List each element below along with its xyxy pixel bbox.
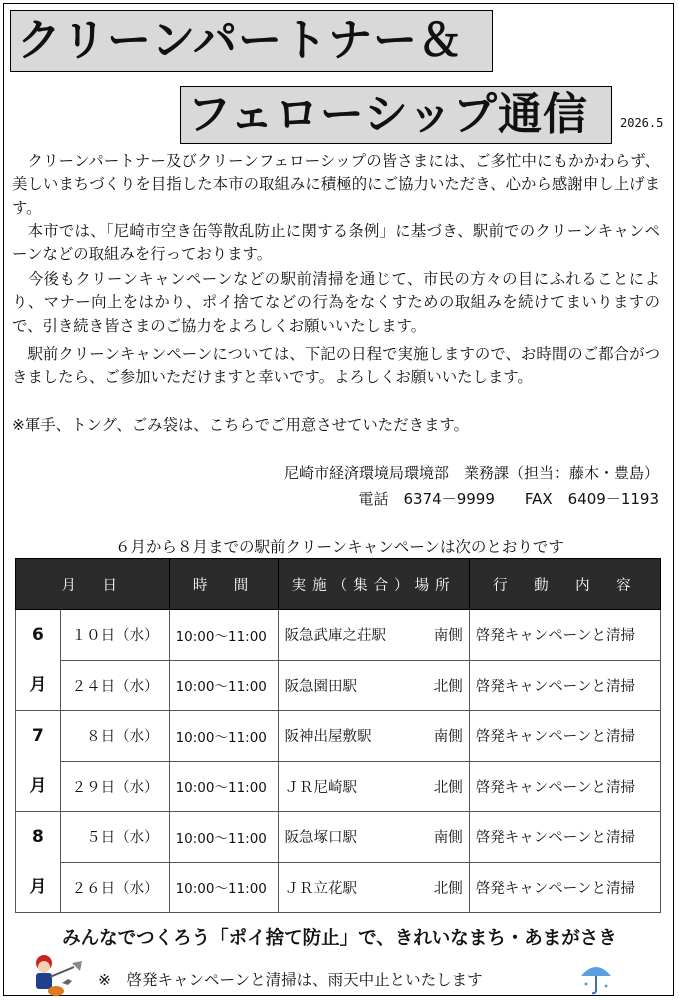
table-row	[16, 812, 661, 863]
station-name: 阪急武庫之荘駅	[284, 628, 387, 645]
month-number: 6	[32, 625, 44, 645]
title-line-2: フェローシップ通信	[180, 86, 612, 144]
table-row	[16, 610, 661, 661]
schedule-table	[15, 558, 661, 913]
month-suffix: 月	[29, 776, 47, 796]
table-row	[16, 862, 661, 913]
month-number: 7	[32, 726, 44, 746]
month-cell-july	[16, 711, 61, 812]
cleanup-mascot-icon	[30, 953, 92, 997]
action-cell: 啓発キャンペーンと清掃	[469, 812, 660, 863]
day-cell: ２６日（水）	[60, 862, 169, 913]
action-cell: 啓発キャンペーンと清掃	[469, 660, 660, 711]
header-date: 月 日	[16, 559, 170, 610]
place-cell	[278, 711, 469, 762]
paragraph-supplies-note: ※軍手、トング、ごみ袋は、こちらでご用意させていただきます。	[12, 416, 469, 434]
day-cell: ８日（水）	[60, 711, 169, 762]
station-side: 北側	[433, 678, 463, 695]
schedule-caption: ６月から８月までの駅前クリーンキャンペーンは次のとおりです	[115, 538, 564, 556]
rain-cancel-notice: ※ 啓発キャンペーンと清掃は、雨天中止といたします	[98, 971, 483, 989]
day-cell: ５日（水）	[60, 812, 169, 863]
slogan: みんなでつくろう「ポイ捨て防止」で、きれいなまち・あまがさき	[62, 928, 617, 949]
time-cell: 10:00～11:00	[169, 610, 278, 661]
paragraph-schedule-intro: 駅前クリーンキャンペーンについては、下記の日程で実施しますので、お時間のご都合がつきましたら、ご参加いただけますと幸いです。よろしくお願いいたします。	[12, 345, 660, 387]
header-time: 時 間	[169, 559, 278, 610]
table-row	[16, 711, 661, 762]
header-place: 実施（集合）場所	[278, 559, 469, 610]
table-row	[16, 761, 661, 812]
action-cell: 啓発キャンペーンと清掃	[469, 761, 660, 812]
month-cell-august	[16, 812, 61, 913]
issue-date: 2026.5	[620, 116, 664, 130]
station-side: 南側	[433, 729, 463, 746]
title-line-1: クリーンパートナー＆	[10, 10, 493, 72]
paragraph-greeting: クリーンパートナー及びクリーンフェローシップの皆さまには、ご多忙中にもかかわらず、美しいまちづくりを目指した本市の取組みに積極的にご協力いただき、心から感謝申し上げます。	[12, 152, 660, 217]
month-number: 8	[32, 827, 44, 847]
day-cell: １０日（水）	[60, 610, 169, 661]
station-name: 阪神出屋敷駅	[284, 729, 372, 746]
month-suffix: 月	[29, 877, 47, 897]
station-side: 北側	[433, 880, 463, 897]
time-cell: 10:00～11:00	[169, 812, 278, 863]
day-cell: ２４日（水）	[60, 660, 169, 711]
month-cell-june	[16, 610, 61, 711]
place-cell	[278, 862, 469, 913]
paragraph-future: 今後もクリーンキャンペーンなどの駅前清掃を通じて、市民の方々の目にふれることにより、マナー向上をはかり、ポイ捨てなどの行為をなくすための取組みを続けてまいりますので、引き続き皆さまのご協力をよろしくお願いいたします。	[12, 270, 660, 335]
action-cell: 啓発キャンペーンと清掃	[469, 862, 660, 913]
table-header-row	[16, 559, 661, 610]
place-cell	[278, 610, 469, 661]
table-row	[16, 660, 661, 711]
signature-department: 尼崎市経済環境局環境部 業務課（担当：藤木・豊島）	[283, 464, 659, 482]
month-suffix: 月	[29, 675, 47, 695]
time-cell: 10:00～11:00	[169, 711, 278, 762]
time-cell: 10:00～11:00	[169, 660, 278, 711]
station-side: 南側	[433, 830, 463, 847]
time-cell: 10:00～11:00	[169, 862, 278, 913]
station-name: 阪急塚口駅	[284, 830, 358, 847]
station-name: ＪＲ立花駅	[284, 880, 358, 897]
time-cell: 10:00～11:00	[169, 761, 278, 812]
place-cell	[278, 660, 469, 711]
station-side: 北側	[433, 779, 463, 796]
action-cell: 啓発キャンペーンと清掃	[469, 610, 660, 661]
station-name: 阪急園田駅	[284, 678, 358, 695]
paragraph-ordinance: 本市では、「尼崎市空き缶等散乱防止に関する条例」に基づき、駅前でのクリーンキャンペーンなどの取組みを行っております。	[12, 222, 660, 264]
umbrella-icon	[578, 958, 614, 996]
signature-phone: 電話 6374－9999 FAX 6409－1193	[358, 490, 659, 508]
place-cell	[278, 761, 469, 812]
station-name: ＪＲ尼崎駅	[284, 779, 358, 796]
station-side: 南側	[433, 628, 463, 645]
place-cell	[278, 812, 469, 863]
day-cell: ２９日（水）	[60, 761, 169, 812]
header-action: 行 動 内 容	[469, 559, 660, 610]
action-cell: 啓発キャンペーンと清掃	[469, 711, 660, 762]
